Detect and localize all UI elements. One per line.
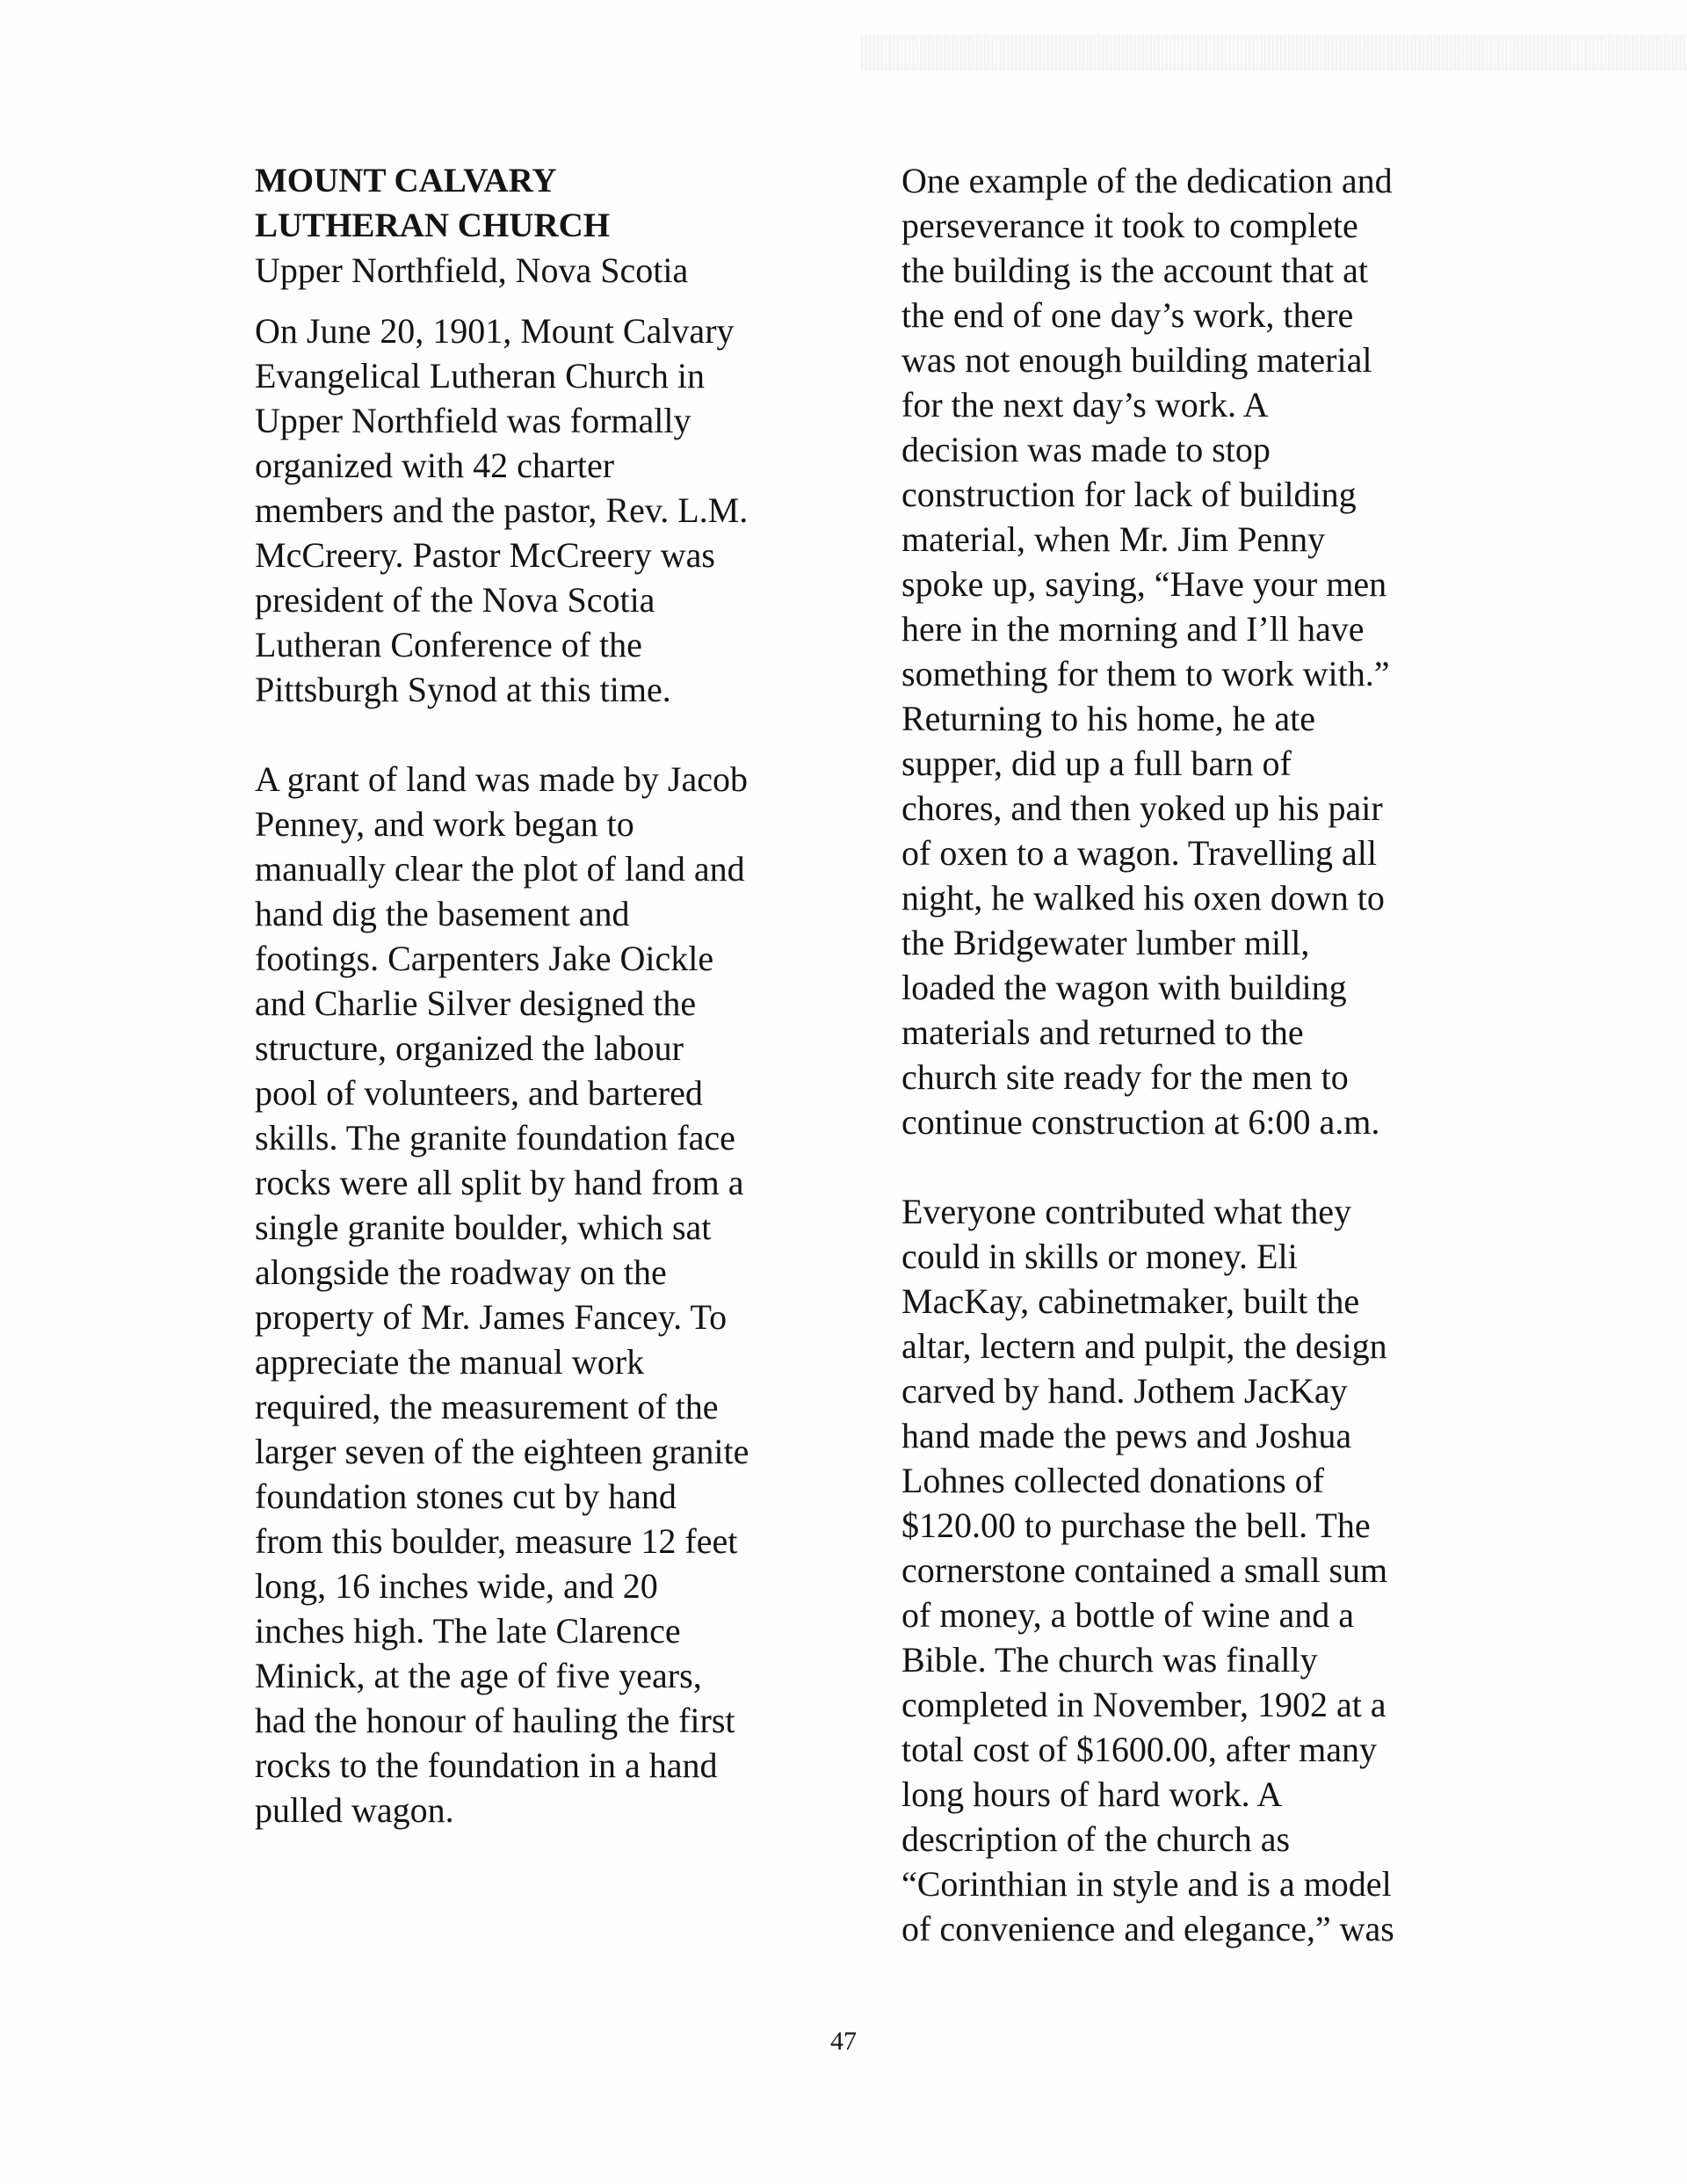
article-subtitle: Upper Northfield, Nova Scotia <box>255 250 689 290</box>
paragraph-founding: On June 20, 1901, Mount Calvary Evangelical Lutheran Church in Upper Northfield was formally organized with 42 charter members and the pastor, Rev. L.M. McCreery. Pastor McCreery was president of the Nova Scotia Lutheran Conference of the Pittsburgh Synod at this time. <box>255 311 749 709</box>
article-title: MOUNT CALVARY LUTHERAN CHURCH <box>255 162 611 244</box>
right-column <box>901 158 1473 1996</box>
paragraph-contributions: Everyone contributed what they could in skills or money. Eli MacKay, cabinetmaker, built the altar, lectern and pulpit, the design carved by hand. Jothem JacKay hand made the pews and Joshua Lohnes collected donations of $120.00 to purchase the bell. The cornerstone contained a small sum of money, a bottle of wine and a Bible. The church was finally completed in November, 1902 at a total cost of $1600.00, after many long hours of hard work. A description of the church as “Corinthian in style and is a model of convenience and elegance,” was <box>901 1192 1394 1948</box>
page-number: 47 <box>830 2027 857 2056</box>
paragraph-land-grant: A grant of land was made by Jacob Penney, and work began to manually clear the plot of land and hand dig the basement and footings. Carpenters Jake Oickle and Charlie Silver designed the structure, organized the labour pool of volunteers, and bartered skills. The granite foundation face rocks were all split by hand from a single granite boulder, which sat alongside the roadway on the property of Mr. James Fancey. To appreciate the manual work required, the measurement of the larger seven of the eighteen granite foundation stones cut by hand from this boulder, measure 12 feet long, 16 inches wide, and 20 inches high. The late Clarence Minick, at the age of five years, had the honour of hauling the first rocks to the foundation in a hand pulled wagon. <box>255 759 749 1830</box>
left-column <box>255 158 835 1877</box>
scan-edge-artifact <box>861 35 1687 70</box>
paragraph-dedication: One example of the dedication and perseverance it took to complete the building is the account that at the end of one day’s work, there was not enough building material for the next day’s work. A decision was made to stop construction for lack of building material, when Mr. Jim Penny spoke up, saying, “Have your men here in the morning and I’ll have something for them to work with.” Returning to his home, he ate supper, did up a full barn of chores, and then yoked up his pair of oxen to a wagon. Travelling all night, he walked his oxen down to the Bridgewater lumber mill, loaded the wagon with building materials and returned to the church site ready for the men to continue construction at 6:00 a.m. <box>901 161 1393 1142</box>
